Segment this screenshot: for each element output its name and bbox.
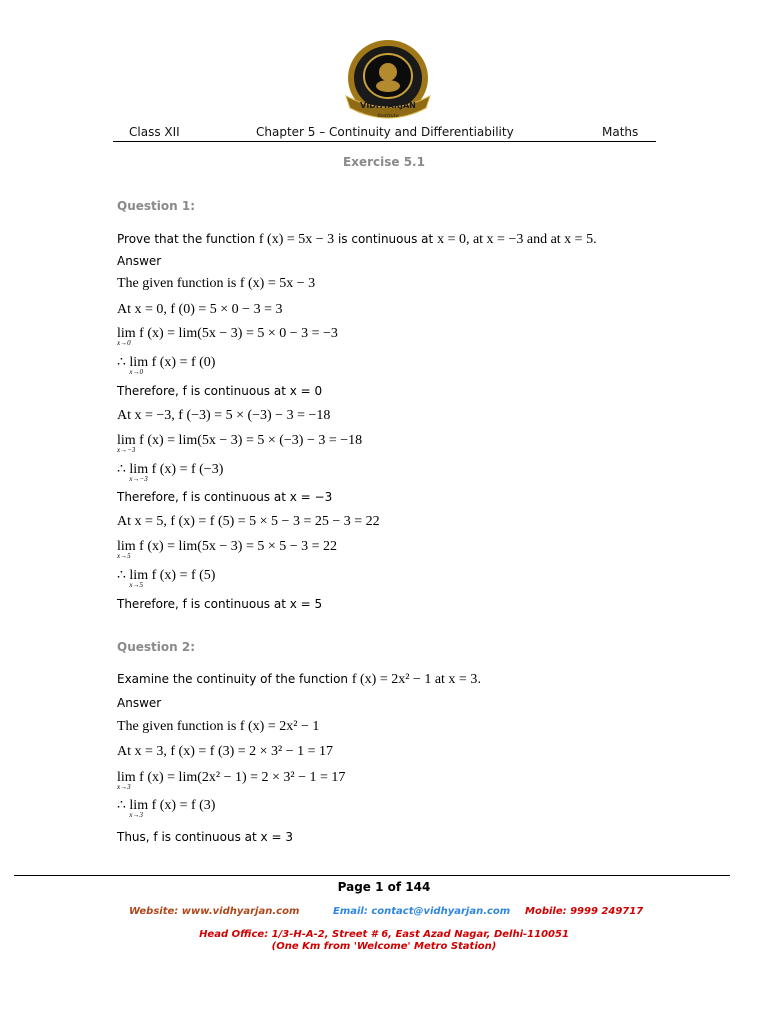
lim-operator: lim x→0 xyxy=(117,326,136,347)
q1-therefore-0: Therefore, f is continuous at x = 0 xyxy=(117,384,323,398)
subject-label: Maths xyxy=(602,125,639,139)
q1-step-limit-m3: lim x→−3 f (x) = lim(5x − 3) = 5 × (−3) − 3 = −18 xyxy=(117,433,363,454)
prompt-function: f (x) = 2x² − 1 at x = 3 xyxy=(351,672,478,687)
footer-divider xyxy=(14,875,730,876)
lim-operator: lim x→−3 xyxy=(117,433,136,454)
page-number: Page 1 of 144 xyxy=(337,880,431,894)
answer-label: Answer xyxy=(117,696,162,710)
prompt-points: x = 0, at x = −3 and at x = 5. xyxy=(437,232,597,247)
q1-step-limit-5: lim x→5 f (x) = lim(5x − 3) = 5 × 5 − 3 = 22 xyxy=(117,539,338,560)
prompt-text: Prove that the function xyxy=(117,232,259,246)
prompt-end: . xyxy=(477,672,482,686)
q1-step-at-0: At x = 0, f (0) = 5 × 0 − 3 = 3 xyxy=(117,302,283,317)
q1-step-at-5: At x = 5, f (x) = f (5) = 5 × 5 − 3 = 25 − 3 = 22 xyxy=(117,514,380,529)
q1-step-given: The given function is f (x) = 5x − 3 xyxy=(117,276,316,291)
question-1-heading: Question 1: xyxy=(117,199,195,213)
q1-step-conclude-0: ∴ lim x→0 f (x) = f (0) xyxy=(117,355,216,376)
vidhyarjan-logo xyxy=(340,38,436,126)
logo-text: VIDHYARJAN xyxy=(360,101,416,110)
email-link[interactable]: Email: contact@vidhyarjan.com xyxy=(333,906,511,917)
exercise-title: Exercise 5.1 xyxy=(343,155,425,169)
q2-thus: Thus, f is continuous at x = 3 xyxy=(117,830,293,844)
lim-operator: lim x→3 xyxy=(117,770,136,791)
q1-therefore-m3: Therefore, f is continuous at x = −3 xyxy=(117,490,333,504)
prompt-text-mid: is continuous at xyxy=(334,232,438,246)
head-office-address: Head Office: 1/3-H-A-2, Street # 6, East Azad Nagar, Delhi-110051 xyxy=(199,929,569,940)
header-divider xyxy=(113,141,656,142)
lim-operator: lim x→5 xyxy=(129,568,149,589)
q1-step-limit-0: lim x→0 f (x) = lim(5x − 3) = 5 × 0 − 3 = −3 xyxy=(117,326,338,347)
chapter-title: Chapter 5 – Continuity and Differentiability xyxy=(256,125,514,139)
question-2-prompt xyxy=(117,672,481,688)
q1-therefore-5: Therefore, f is continuous at x = 5 xyxy=(117,597,323,611)
q2-step-given: The given function is f (x) = 2x² − 1 xyxy=(117,719,320,734)
answer-label: Answer xyxy=(117,254,162,268)
lim-operator: lim x→0 xyxy=(129,355,149,376)
website-link[interactable]: Website: www.vidhyarjan.com xyxy=(129,906,300,917)
mobile-number: Mobile: 9999 249717 xyxy=(525,906,644,917)
q2-step-conclude-3: ∴ lim x→3 f (x) = f (3) xyxy=(117,798,216,819)
prompt-function: f (x) = 5x − 3 xyxy=(258,232,335,247)
lim-operator: lim x→−3 xyxy=(129,462,149,483)
head-office-landmark: (One Km from 'Welcome' Metro Station) xyxy=(271,941,497,952)
class-label: Class XII xyxy=(129,125,180,139)
question-1-prompt xyxy=(117,232,597,248)
q1-step-at-m3: At x = −3, f (−3) = 5 × (−3) − 3 = −18 xyxy=(117,408,331,423)
logo-subtext: Institute xyxy=(377,113,399,119)
q2-step-limit-3: lim x→3 f (x) = lim(2x² − 1) = 2 × 3² − 1 = 17 xyxy=(117,770,346,791)
lim-operator: lim x→3 xyxy=(129,798,149,819)
q2-step-at-3: At x = 3, f (x) = f (3) = 2 × 3² − 1 = 17 xyxy=(117,744,334,759)
question-2-heading: Question 2: xyxy=(117,640,195,654)
prompt-text: Examine the continuity of the function xyxy=(117,672,352,686)
lim-operator: lim x→5 xyxy=(117,539,136,560)
q1-step-conclude-m3: ∴ lim x→−3 f (x) = f (−3) xyxy=(117,462,224,483)
q1-step-conclude-5: ∴ lim x→5 f (x) = f (5) xyxy=(117,568,216,589)
